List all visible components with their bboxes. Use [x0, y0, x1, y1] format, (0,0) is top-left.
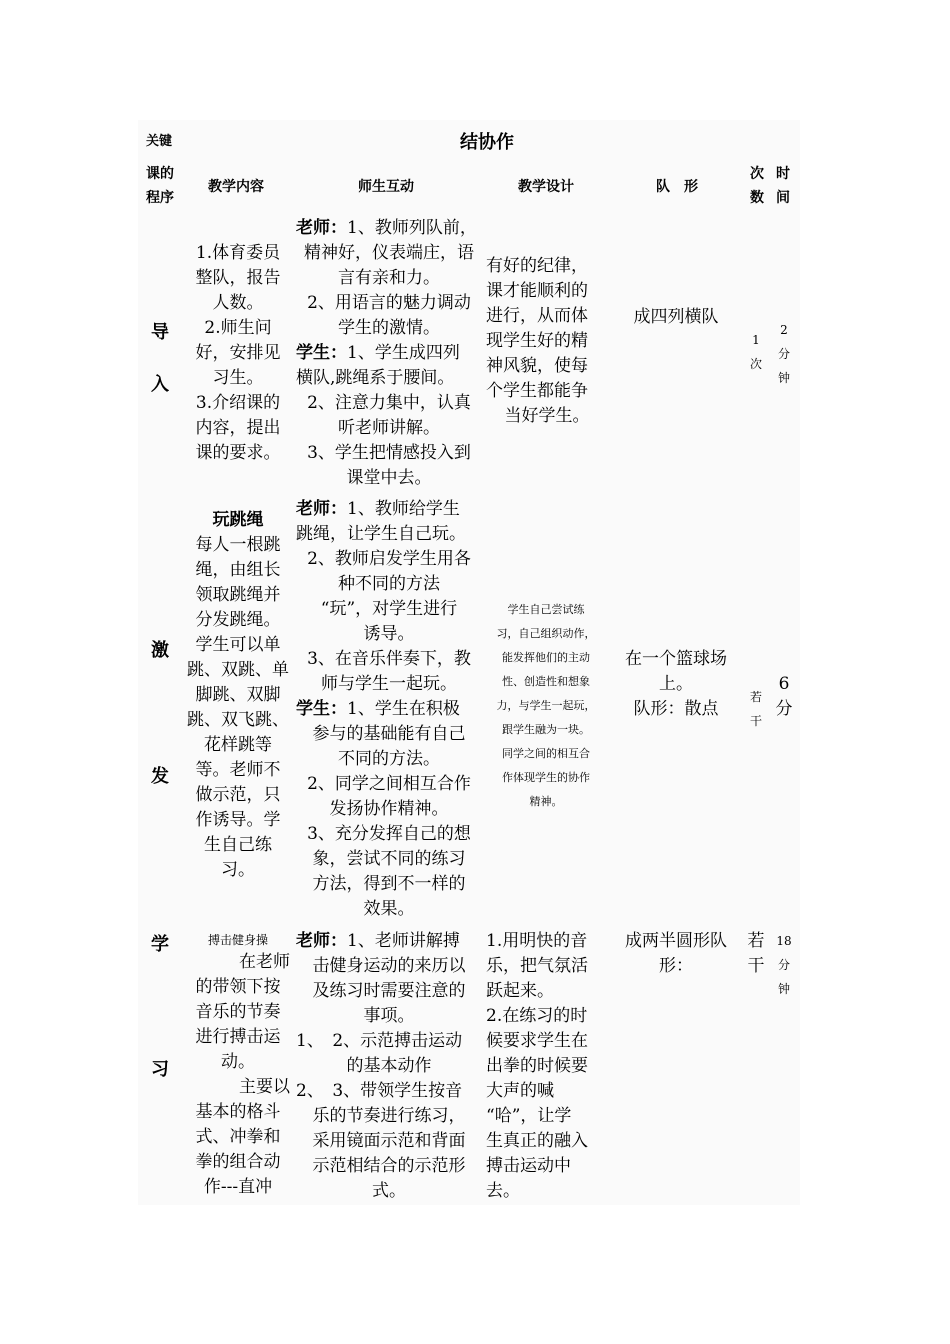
stage-label: 导	[151, 322, 169, 343]
time-cell: 18 分 钟	[776, 934, 792, 996]
interaction-cell: 老师：1、教师列队前， 精神好，仪表端庄，语 言有亲和力。 2、用语言的魅力调动 学生的激情。 学生：1、学生成四列 横队,跳绳系于腰间。 2、注意力集中，认真 听老师讲解。 3、学生把情感投入到 课堂中去。	[296, 218, 477, 488]
stage-label: 入	[151, 374, 169, 395]
col-interaction-header: 师生互动	[358, 179, 414, 195]
col-content-header: 教学内容	[208, 179, 264, 195]
content-cell: 搏击健身操 在老师 的带领下按 音乐的节奏 进行搏击运 动。 主要以 基本的格斗 式、冲拳和 拳的组合动 作---直冲	[195, 933, 290, 1197]
col-time-header: 时 间	[776, 166, 790, 206]
key-label: 关键	[146, 134, 173, 149]
time-cell: 6 分	[775, 674, 793, 719]
key-value: 结协作	[460, 132, 514, 153]
interaction-cell: 老师：1、教师给学生 跳绳，让学生自己玩。 2、教师启发学生用各 种不同的方法 “玩”，对学生进行 诱导。 3、在音乐伴奏下，教 师与学生一起玩。 学生：1、学生在积极 参与的基础能有自己 不同的方法。 2、同学之间相互合作 发扬协作精神。 3、充分发挥自己的想 象，尝试不同的练习 方法，得到不一样的 效果。	[296, 499, 471, 919]
col-times-header: 次 数	[750, 166, 764, 206]
stage-label: 激	[151, 640, 169, 661]
formation-cell: 成四列横队	[633, 307, 719, 327]
formation-cell: 成两半圆形队 形：	[625, 931, 727, 976]
stage-label: 习	[151, 1059, 169, 1080]
formation-cell: 在一个篮球场 上。 队形：散点	[625, 649, 727, 719]
times-cell: 1 次	[749, 333, 762, 371]
times-cell: 若 干	[749, 690, 762, 728]
stage-label: 发	[151, 766, 169, 787]
design-cell: 有好的纪律， 课才能顺利的 进行，从而体 现学生好的精 神风貌，使每 个学生都能争 当好学生。	[486, 256, 590, 426]
col-program-header: 课的 程序	[146, 166, 174, 206]
stage-label: 学	[151, 934, 169, 955]
content-cell: 玩跳绳 每人一根跳 绳，由组长 领取跳绳并 分发跳绳。 学生可以单 跳、双跳、单 脚跳、双脚 跳、双飞跳、 花样跳等 等。老师不 做示范，只 作诱导。学 生自己练 习。	[187, 510, 289, 880]
content-cell: 1.体育委员 整队，报告 人数。 2.师生问 好，安排见 习生。 3.介绍课的 内容，提出 课的要求。	[195, 243, 281, 463]
col-design-header: 教学设计	[518, 179, 574, 195]
times-cell: 若 干	[747, 931, 765, 976]
time-cell: 2 分 钟	[777, 323, 790, 385]
interaction-cell: 老师：1、老师讲解搏 击健身运动的来历以 及练习时需要注意的 事项。 1、 2、示范搏击运动 的基本动作 2、 3、带领学生按音 乐的节奏进行练习， 采用镜面示范和背面 示范相结合的示范形 式。	[296, 931, 466, 1201]
col-formation-header: 队 形	[656, 179, 698, 195]
design-cell: 1.用明快的音 乐，把气氛活 跃起来。 2.在练习的时 候要求学生在 出拳的时候要 大声的喊 “哈”，让学 生真正的融入 搏击运动中 去。	[486, 931, 588, 1201]
design-cell: 学生自己尝试练 习，自己组织动作， 能发挥他们的主动 性、创造性和想象 力，与学生一起玩， 跟学生融为一块。 同学之间的相互合 作体现学生的协作 精神。	[496, 603, 596, 808]
